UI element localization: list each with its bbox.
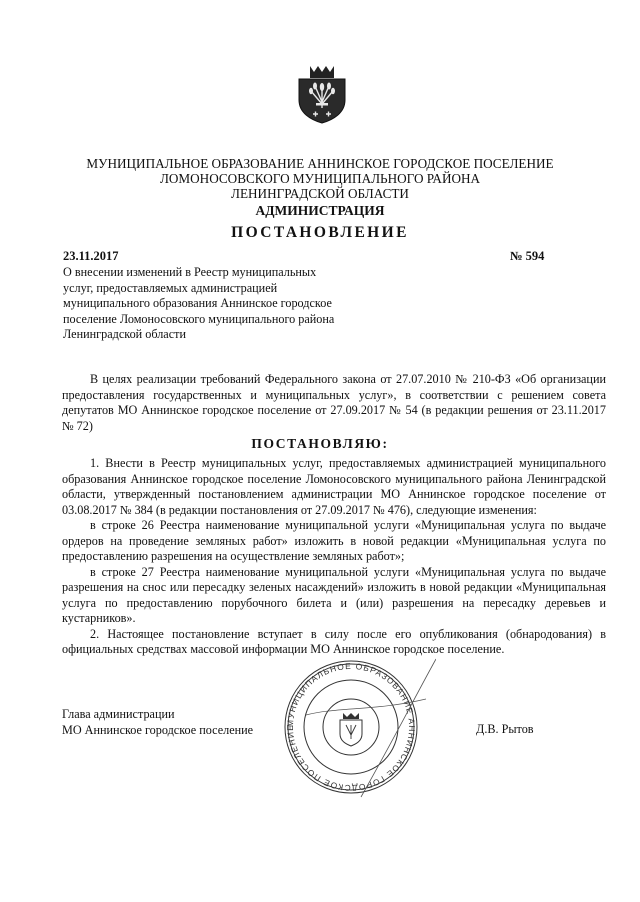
document-date: 23.11.2017 — [63, 249, 119, 263]
coat-of-arms-icon — [296, 62, 348, 124]
resolve-heading: ПОСТАНОВЛЯЮ: — [251, 436, 389, 451]
document-type-title: ПОСТАНОВЛЕНИЕ — [231, 224, 409, 241]
signatory-name: Д.В. Рытов — [476, 722, 534, 736]
administration-title: АДМИНИСТРАЦИЯ — [255, 203, 385, 218]
signatory-title-line-2: МО Аннинское городское поселение — [62, 722, 254, 737]
official-seal-icon — [266, 655, 436, 800]
organization-header — [0, 156, 640, 201]
subject-line: О внесении изменений в Реестр муниципальных — [63, 265, 317, 279]
item-1a-paragraph: в строке 26 Реестра наименование муниципальной услуги «Муниципальная услуга по выдаче ордеров на проведение земляных работ» изложить в новой редакции «Муниципальная услуга по предоставлению разрешения на осуществление земляных работ»; — [62, 518, 606, 563]
item-1b-paragraph: в строке 27 Реестра наименование муниципальной услуги «Муниципальная услуга по выдаче разрешения на снос или пересадку зеленых насаждений» изложить в новой редакции «Муниципальная услуга по предоставлению порубочного билета и (или) разрешения на пересадку деревьев и кустарников». — [62, 564, 606, 625]
header-line-2: ЛОМОНОСОВСКОГО МУНИЦИПАЛЬНОГО РАЙОНА — [159, 171, 481, 186]
resolution-items — [62, 456, 606, 658]
header-line-1: МУНИЦИПАЛЬНОЕ ОБРАЗОВАНИЕ АННИНСКОЕ ГОРОДСКОЕ ПОСЕЛЕНИЕ — [86, 156, 554, 171]
intro-paragraph: В целях реализации требований Федерального закона от 27.07.2010 № 210-ФЗ «Об организации предоставления государственных и муниципальных услуг», в соответствии с решением совета депутатов МО Аннинское городское поселение от 27.09.2017 № 54 (в редакции решения от 23.11.2017 № 72) — [62, 372, 606, 433]
signatory-title — [62, 707, 253, 738]
item-2-paragraph: 2. Настоящее постановление вступает в силу после его опубликования (обнародования) в официальных средствах массовой информации МО Аннинское городское поселение. — [62, 626, 606, 656]
subject-line: Ленинградской области — [63, 327, 186, 341]
subject-line: поселение Ломоносовского муниципального района — [63, 311, 335, 326]
signatory-title-line-1: Глава администрации — [62, 707, 175, 721]
intro-section — [62, 372, 606, 434]
header-line-3: ЛЕНИНГРАДСКОЙ ОБЛАСТИ — [231, 186, 409, 201]
document-subject — [63, 265, 363, 343]
document-number: № 594 — [510, 249, 545, 263]
item-1-paragraph: 1. Внести в Реестр муниципальных услуг, предоставляемых администрацией муниципального образования Аннинское городское поселение Ломоносовского муниципального района Ленинградской области, утвержденный постановлением администрации МО Аннинское городское поселение от 03.08.2017 № 384 (в редакции постановления от 27.09.2017 № 476), следующие изменения: — [62, 456, 606, 517]
subject-line: муниципального образования Аннинское городское — [63, 296, 332, 310]
subject-line: услуг, предоставляемых администрацией — [63, 280, 278, 295]
seal-text: МУНИЦИПАЛЬНОЕ ОБРАЗОВАНИЕ АННИНСКОЕ ГОРОДСКОЕ ПОСЕЛЕНИЕ — [284, 660, 418, 794]
